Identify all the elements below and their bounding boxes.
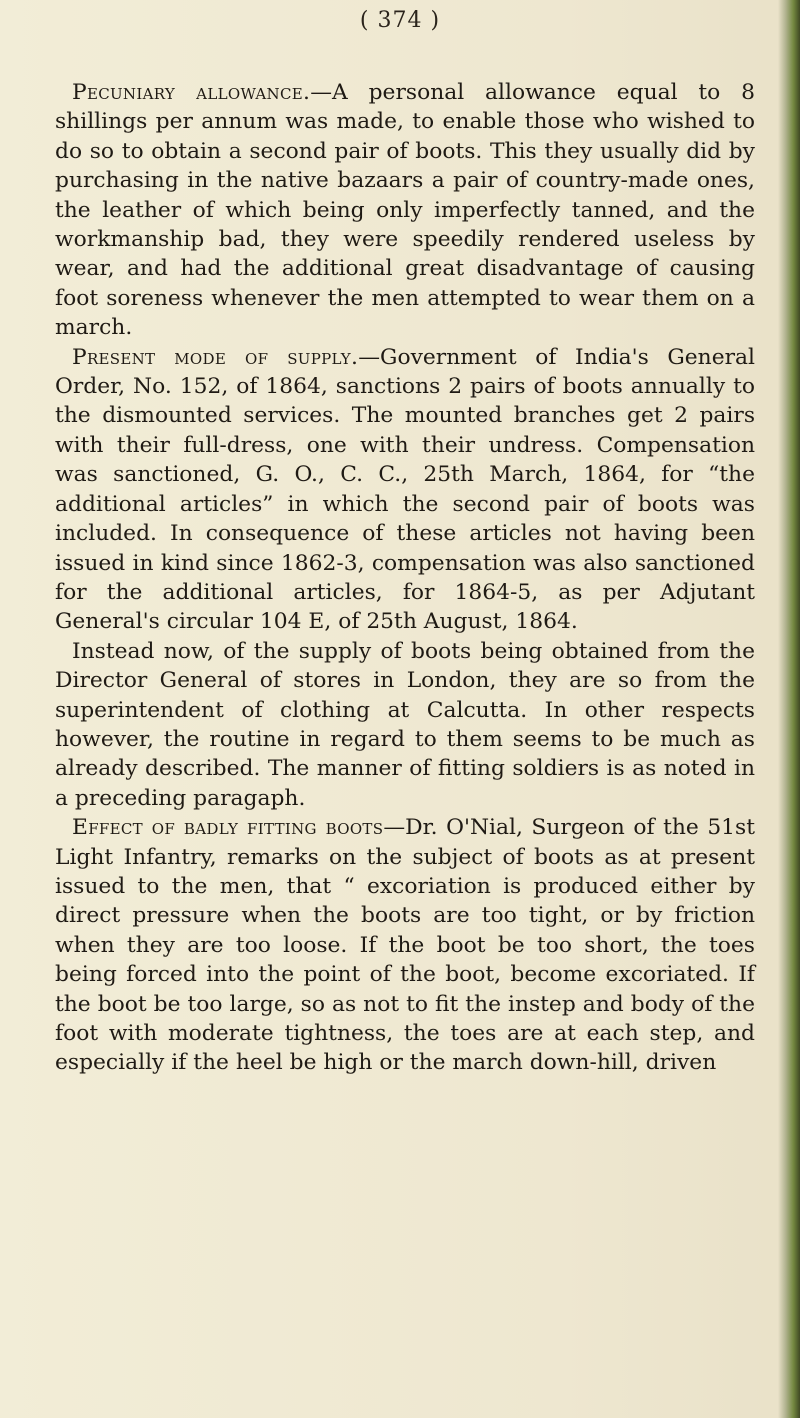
page-number: ( 374 ) (359, 8, 441, 33)
paragraph-pecuniary-allowance (55, 78, 755, 343)
section-heading-pecuniary-allowance: Pecuniary allowance. (72, 80, 311, 105)
page-body (55, 78, 755, 1078)
paragraph-text: —Government of India's General Order, No. 152, of 1864, sanctions 2 pairs of boots annually to the dismounted services. The mounted branches get 2 pairs with their full-dress, one with their undress. Compensation was sanctioned, G. O., C. C., 25th March, 1864, for “the additional articles” in which the second pair of boots was included. In consequence of these articles not having been issued in kind since 1862-3, compensation was also sanctioned for the additional articles, for 1864-5, as per Adjutant General's circular 104 E, of 25th August, 1864. (55, 344, 755, 635)
paragraph-instead-now (55, 637, 755, 813)
paragraph-effect-of-badly-fitting-boots (55, 813, 755, 1078)
paragraph-text: —A personal allowance equal to 8 shillings per annum was made, to enable those who wished to do so to obtain a second pair of boots. This they usually did by purchasing in the native bazaars a pair of country-made ones, the leather of which being only imperfectly tanned, and the workmanship bad, they were speedily rendered useless by wear, and had the additional great disadvantage of causing foot soreness whenever the men attempted to wear them on a march. (55, 80, 755, 341)
paragraph-present-mode-of-supply (55, 343, 755, 637)
section-heading-present-mode-of-supply: Present mode of supply. (72, 344, 359, 370)
section-heading-effect-of-badly-fitting-boots: Effect of badly fitting boots (72, 815, 384, 841)
paragraph-text: —Dr. O'Nial, Surgeon of the 51st Light Infantry, remarks on the subject of boots as at present issued to the men, that “ excoriation is produced either by direct pressure when the boots are too tight, or by friction when they are too loose. If the boot be too short, the toes being forced into the point of the boot, become excoriated. If the boot be too large, so as not to fit the instep and body of the foot with moderate tightness, the toes are at each step, and especially if the heel be high or the march down-hill, driven (55, 815, 755, 1076)
paragraph-text: Instead now, of the supply of boots being obtained from the Director General of stores in London, they are so from the superintendent of clothing at Calcutta. In other respects however, the routine in regard to them seems to be much as already described. The manner of fitting soldiers is as noted in a preceding paragaph. (55, 638, 755, 811)
book-binding-edge (778, 0, 800, 1418)
